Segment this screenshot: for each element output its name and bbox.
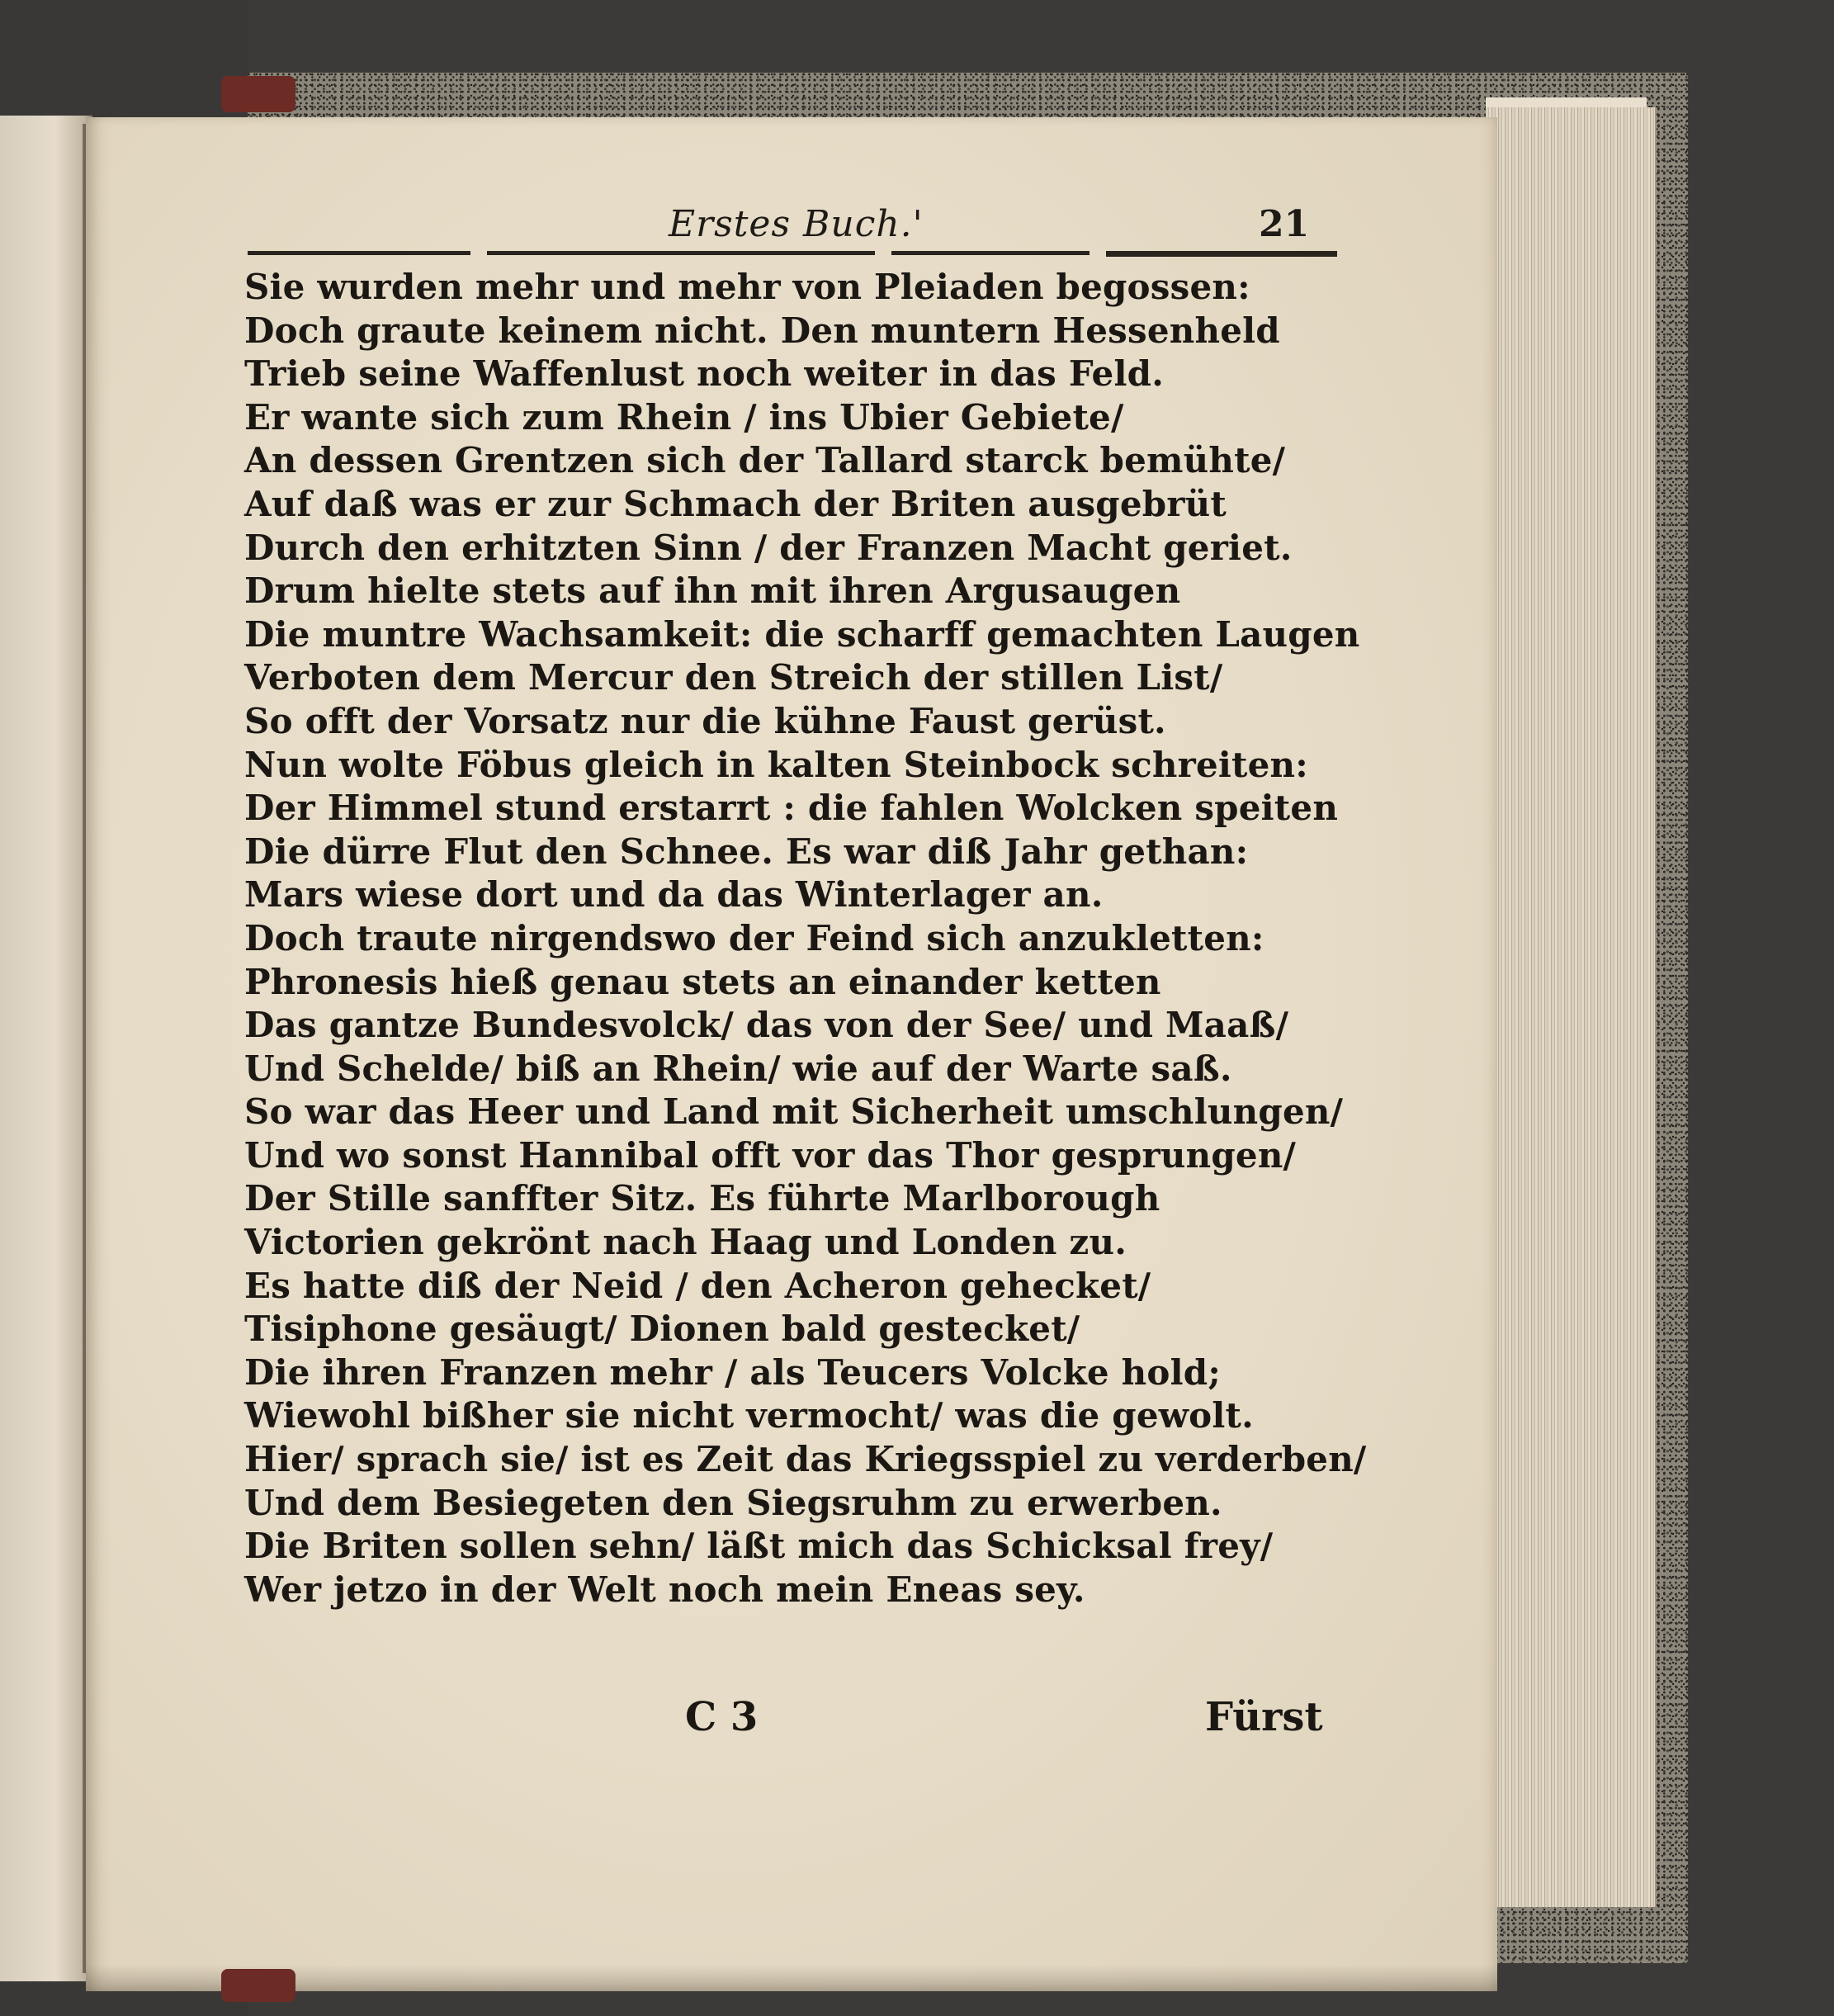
verse-line: Durch den erhitzten Sinn / der Franzen Macht geriet.: [244, 527, 1293, 568]
verse-line: Phronesis hieß genau stets an einander ketten: [244, 961, 1161, 1002]
verse-line: Die ihren Franzen mehr / als Teucers Volcke hold;: [244, 1351, 1222, 1393]
verse-line: Die dürre Flut den Schnee. Es war diß Jahr gethan:: [244, 831, 1249, 872]
verse-line: Es hatte diß der Neid / den Acheron gehecket/: [244, 1265, 1151, 1306]
verse-line: Drum hielte stets auf ihn mit ihren Argusaugen: [244, 570, 1181, 612]
verse-line: Nun wolte Föbus gleich in kalten Steinbock schreiten:: [244, 744, 1308, 785]
running-title: Erstes Buch.': [669, 203, 924, 245]
verse-line: Doch graute keinem nicht. Den muntern Hessenheld: [244, 310, 1280, 351]
header-rule: [487, 251, 875, 255]
verse-line: Mars wiese dort und da das Winterlager an.: [244, 874, 1104, 916]
header-rule: [1106, 251, 1337, 257]
verse-line: An dessen Grentzen sich der Tallard starck bemühte/: [244, 440, 1286, 481]
page-header: [248, 203, 1310, 253]
verse-line: Und dem Besiegeten den Siegsruhm zu erwerben.: [244, 1482, 1222, 1523]
verse-line: Wiewohl bißher sie nicht vermocht/ was die gewolt.: [244, 1395, 1254, 1436]
header-rule: [891, 251, 1090, 255]
verse-line: Hier/ sprach sie/ ist es Zeit das Kriegsspiel zu verderben/: [244, 1439, 1367, 1480]
verse-line: Victorien gekrönt nach Haag und Londen zu.: [244, 1222, 1127, 1263]
verse-line: Sie wurden mehr und mehr von Pleiaden begossen:: [244, 267, 1250, 307]
header-rule: [248, 251, 470, 255]
verse-line: Der Stille sanffter Sitz. Es führte Marlborough: [244, 1178, 1160, 1219]
catchword: Fürst: [1205, 1694, 1323, 1740]
verse-line: Verboten dem Mercur den Streich der stillen List/: [244, 657, 1223, 698]
verse-line: Der Himmel stund erstarrt : die fahlen Wolcken speiten: [244, 788, 1339, 829]
page-stack-edge: [1486, 107, 1657, 1907]
cover-corner-mark-bottom: [221, 1969, 295, 2002]
verse-line: Und wo sonst Hannibal offt vor das Thor gesprungen/: [244, 1134, 1297, 1176]
cover-corner-mark-top: [221, 76, 295, 112]
left-page-edge: [0, 116, 92, 1981]
verse-line: Tisiphone gesäugt/ Dionen bald gestecket/: [244, 1309, 1080, 1350]
verse-line: Die Briten sollen sehn/ läßt mich das Schicksal frey/: [244, 1526, 1274, 1567]
page-number: 21: [1259, 203, 1310, 245]
page-bottom-shadow: [86, 1965, 1497, 1991]
verse-line: Er wante sich zum Rhein / ins Ubier Gebiete/: [244, 396, 1124, 438]
verse-line: Die muntre Wachsamkeit: die scharff gemachten Laugen: [244, 613, 1360, 655]
verse-line: Das gantze Bundesvolck/ das von der See/ und Maaß/: [244, 1005, 1289, 1046]
verse-text: [244, 266, 1367, 1611]
verse-line: So offt der Vorsatz nur die kühne Faust gerüst.: [244, 700, 1166, 741]
verse-line: Doch traute nirgendswo der Feind sich anzukletten:: [244, 917, 1264, 958]
verse-line: Und Schelde/ biß an Rhein/ wie auf der Warte saß.: [244, 1048, 1232, 1089]
verse-line: Auf daß was er zur Schmach der Briten ausgebrüt: [244, 483, 1227, 524]
signature-mark: C 3: [685, 1694, 759, 1740]
verse-line: Trieb seine Waffenlust noch weiter in das Feld.: [244, 353, 1165, 395]
verse-line: Wer jetzo in der Welt noch mein Eneas sey.: [244, 1569, 1085, 1610]
verse-line: So war das Heer und Land mit Sicherheit umschlungen/: [244, 1091, 1344, 1133]
